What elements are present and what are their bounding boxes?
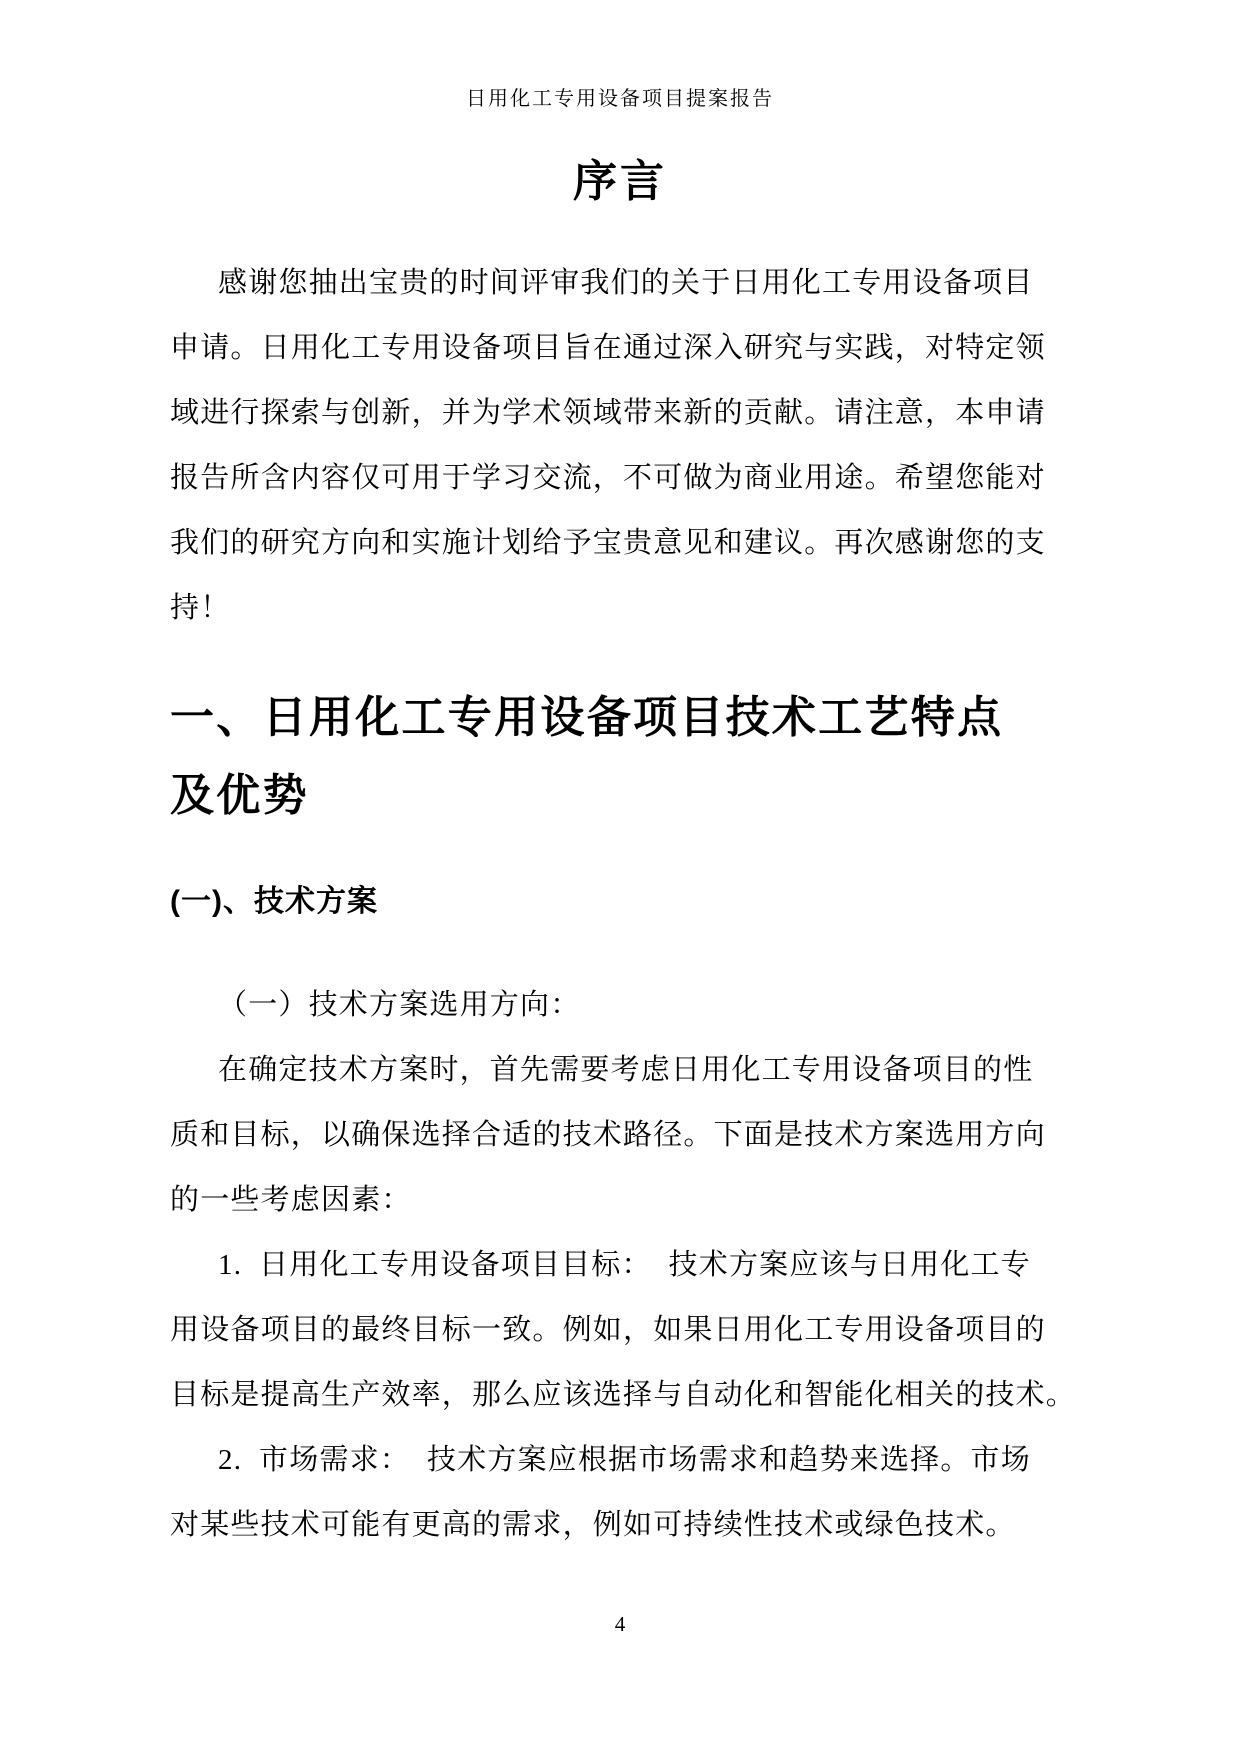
section-heading-line: 一、日用化工专用设备项目技术工艺特点 xyxy=(170,693,1004,742)
list-item-line: 对某些技术可能有更高的需求，例如可持续性技术或绿色技术。 xyxy=(170,1509,1016,1541)
paragraph-line: 持！ xyxy=(170,592,231,624)
page-content xyxy=(170,251,1077,1558)
paragraph-line: 报告所含内容仅可用于学习交流，不可做为商业用途。希望您能对 xyxy=(170,462,1046,494)
paragraph-line: 感谢您抽出宝贵的时间评审我们的关于日用化工专用设备项目 xyxy=(218,267,1034,299)
section-heading xyxy=(170,679,1056,835)
list-item-line: 用设备项目的最终目标一致。例如，如果日用化工专用设备项目的 xyxy=(170,1314,1046,1346)
paragraph-line: （一）技术方案选用方向： xyxy=(218,989,581,1021)
list-item-line: 2. 市场需求： 技术方案应根据市场需求和趋势来选择。市场 xyxy=(218,1444,1031,1476)
paragraph-line: 在确定技术方案时，首先需要考虑日用化工专用设备项目的性 xyxy=(218,1054,1034,1086)
preface-paragraph xyxy=(170,251,1056,641)
paragraph-line: 我们的研究方向和实施计划给予宝贵意见和建议。再次感谢您的支 xyxy=(170,527,1046,559)
doc-title: 序言 xyxy=(573,157,667,206)
intro-paragraph xyxy=(170,1038,1056,1233)
paragraph-line: 申请。日用化工专用设备项目旨在通过深入研究与实践，对特定领 xyxy=(170,332,1046,364)
sub-heading: (一)、技术方案 xyxy=(170,885,378,918)
paragraph-line: 域进行探索与创新，并为学术领域带来新的贡献。请注意，本申请 xyxy=(170,397,1046,429)
direction-paragraph xyxy=(170,973,1056,1038)
list-item-line: 目标是提高生产效率，那么应该选择与自动化和智能化相关的技术。 xyxy=(170,1379,1077,1411)
page-header: 日用化工专用设备项目提案报告 xyxy=(466,88,774,110)
paragraph-line: 质和目标，以确保选择合适的技术路径。下面是技术方案选用方向 xyxy=(170,1119,1046,1151)
list-item-2 xyxy=(170,1428,1056,1558)
section-heading-line: 及优势 xyxy=(170,771,309,820)
paragraph-line: 的一些考虑因素： xyxy=(170,1184,412,1216)
list-item-line: 1. 日用化工专用设备项目目标： 技术方案应该与日用化工专 xyxy=(218,1249,1031,1281)
list-item-1 xyxy=(170,1233,1077,1428)
page-number: 4 xyxy=(614,1612,626,1636)
